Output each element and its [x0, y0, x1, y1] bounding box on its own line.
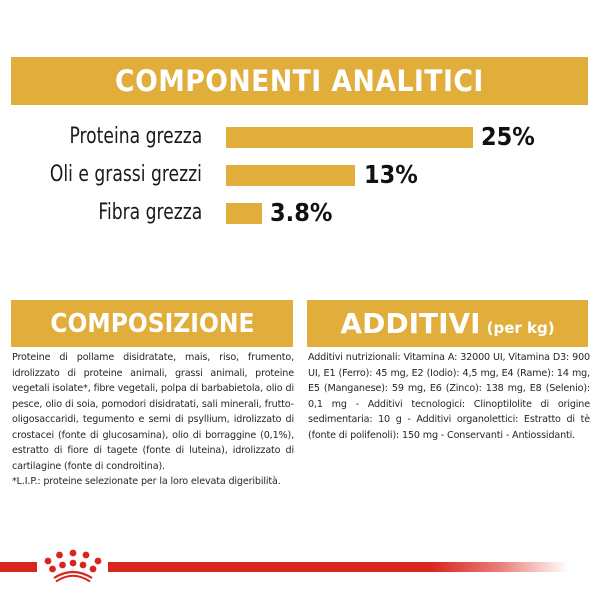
row-value: 25%: [481, 122, 535, 151]
analytic-components-header: [11, 57, 588, 105]
composition-note: *L.I.P.: proteine selezionate per la loro elevata digeribilità.: [12, 476, 281, 487]
additives-title: ADDITIVI: [340, 307, 481, 340]
composition-text: Proteine di pollame disidratate, mais, riso, frumento, idrolizzato di proteine animali, grassi animali, proteine vegetali isolate*, fibre vegetali, polpa di barbabietola, olio di pesce, olio di soia, pomodori disidratati, sali minerali, frutto-oligosaccaridi, tegumento e semi di psyllium, idrolizzato di crostacei (fonte di glucosamina), olio di borraggine (0,1%), estratto di fiore di tagete (fonte di luteina), idrolizzato di cartilagine (fonte di condroitina).: [12, 352, 294, 472]
analytic-row-protein: [0, 122, 600, 151]
row-label: Oli e grassi grezzi: [50, 162, 202, 187]
analytic-row-fiber: [0, 198, 600, 227]
row-label: Proteina grezza: [69, 124, 202, 149]
analytic-row-fats: [0, 160, 600, 189]
row-value: 3.8%: [270, 198, 333, 227]
additives-body: [308, 350, 590, 443]
additives-text: Additivi nutrizionali: Vitamina A: 32000 UI, Vitamina D3: 900 UI, E1 (Ferro): 45 mg, E2 (Iodio): 4,5 mg, E4 (Rame): 14 mg, E5 (Manganese): 59 mg, E6 (Zinco): 138 mg, E8 (Selenio): 0,1 mg - Additivi tecnologici: Clinoptilolite di origine sedimentaria: 10 g - Additivi organolettici: Estratto di tè (fonte di polifenoli): 150 mg - Conservanti - Antiossidanti.: [308, 352, 590, 441]
additives-subtitle: (per kg): [486, 318, 555, 337]
fiber-bar: [226, 203, 262, 224]
composition-body: [12, 350, 294, 490]
row-label: Fibra grezza: [98, 200, 202, 225]
footer-red-line-left: [0, 562, 37, 572]
additives-header: [307, 300, 588, 347]
analytic-components-title: COMPONENTI ANALITICI: [115, 64, 484, 98]
composition-header: [11, 300, 293, 347]
composition-title: COMPOSIZIONE: [49, 308, 255, 339]
footer-red-line-right: [108, 562, 568, 572]
protein-bar: [226, 127, 473, 148]
fats-bar: [226, 165, 355, 186]
row-value: 13%: [364, 160, 418, 189]
royal-crown-icon: [40, 545, 106, 585]
